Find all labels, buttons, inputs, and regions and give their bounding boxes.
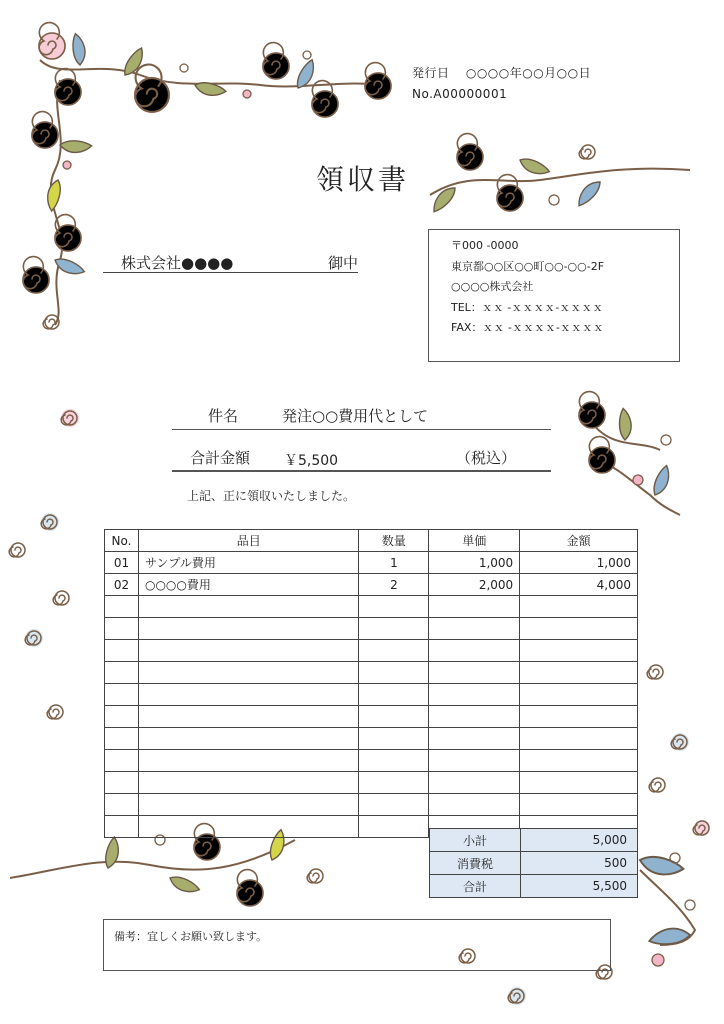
cell-no [105,750,139,772]
cell-unit-price [429,794,520,816]
cell-unit-price [429,640,520,662]
cell-no [105,684,139,706]
table-row [105,640,638,662]
cell-amount [520,640,638,662]
table-row [105,574,638,596]
consumption-tax-row [430,852,638,875]
recipient-name: 株式会社●●●● [121,254,234,272]
col-header-amount: 金額 [520,530,638,552]
cell-amount [520,706,638,728]
cell-item [138,618,358,640]
cell-no [105,640,139,662]
issue-date [412,64,591,81]
cell-unit-price [429,706,520,728]
cell-unit-price: 1,000 [429,552,520,574]
table-row [105,684,638,706]
cell-unit-price [429,750,520,772]
cell-unit-price: 2,000 [429,574,520,596]
grand-total-row [430,875,638,898]
cell-item [138,794,358,816]
table-row [105,552,638,574]
cell-no [105,794,139,816]
floral-vine-top-right [428,134,690,213]
cell-item [138,728,358,750]
consumption-tax-value: 500 [521,852,638,875]
cell-unit-price [429,618,520,640]
cell-amount [520,794,638,816]
table-row [105,618,638,640]
items-table [104,529,638,838]
cell-item [138,816,358,838]
cell-amount: 4,000 [520,574,638,596]
total-amount-label: 合計金額 [190,449,251,467]
issuer-fax: FAX：ｘｘ -ｘｘｘｘ-ｘｘｘｘ [451,321,604,334]
table-row [105,772,638,794]
cell-amount [520,772,638,794]
cell-amount [520,684,638,706]
col-header-no: No. [105,530,139,552]
cell-quantity [359,750,429,772]
cell-item [138,662,358,684]
cell-no [105,618,139,640]
cell-unit-price [429,772,520,794]
cell-no: 02 [105,574,139,596]
cell-item [138,772,358,794]
table-row [105,706,638,728]
table-row [105,662,638,684]
cell-unit-price [429,662,520,684]
subtotal-row [430,829,638,852]
table-row [105,794,638,816]
cell-item: ○○○○費用 [138,574,358,596]
cell-item [138,684,358,706]
cell-quantity: 2 [359,574,429,596]
totals-table [429,828,638,898]
cell-amount [520,618,638,640]
subject-value: 発注○○費用代として [282,407,429,425]
col-header-item: 品目 [138,530,358,552]
remarks-box [103,919,611,971]
cell-quantity [359,706,429,728]
issuer-company: ○○○○株式会社 [451,280,534,293]
subtotal-value: 5,000 [521,829,638,852]
cell-quantity [359,662,429,684]
issuer-info-box [428,229,680,362]
subject-row [172,402,551,430]
cell-no [105,816,139,838]
issuer-tel: TEL：ｘｘ -ｘｘｘｘ-ｘｘｘｘ [451,300,604,314]
cell-quantity [359,728,429,750]
issuer-address: 東京都○○区○○町○○-○○-2F [451,259,605,273]
cell-quantity [359,596,429,618]
cell-amount [520,750,638,772]
tax-included-note: （税込） [456,449,517,467]
document-title: 領収書 [316,163,410,196]
total-amount-value: ￥5,500 [284,453,339,469]
cell-amount [520,728,638,750]
cell-unit-price [429,684,520,706]
grand-total-label: 合計 [430,875,521,898]
table-row [105,596,638,618]
issue-date-value: ○○○○年○○月○○日 [465,66,592,80]
cell-no: 01 [105,552,139,574]
total-amount-row [172,443,551,472]
document-number: No.A00000001 [412,87,508,101]
cell-amount [520,662,638,684]
recipient [103,252,358,273]
floral-vine-bottom-right [638,847,695,966]
cell-item [138,640,358,662]
issuer-postal: 〒000 -0000 [451,239,519,252]
cell-item [138,596,358,618]
cell-item [138,750,358,772]
remarks-text: 備考：宜しくお願い致します。 [114,930,268,943]
col-header-unit-price: 単価 [429,530,520,552]
cell-quantity [359,618,429,640]
cell-item [138,706,358,728]
cell-no [105,662,139,684]
recipient-suffix: 御中 [327,254,358,272]
cell-quantity: 1 [359,552,429,574]
cell-no [105,728,139,750]
subtotal-label: 小計 [430,829,521,852]
cell-quantity [359,684,429,706]
cell-item: サンプル費用 [138,552,358,574]
cell-amount [520,596,638,618]
floral-vine-right [579,392,680,515]
receipt-statement: 上記、正に領収いたしました。 [187,489,356,503]
table-row [105,728,638,750]
cell-quantity [359,794,429,816]
cell-amount: 1,000 [520,552,638,574]
table-row [105,750,638,772]
cell-quantity [359,772,429,794]
cell-quantity [359,640,429,662]
issue-date-label: 発行日 [412,66,450,80]
col-header-quantity: 数量 [359,530,429,552]
consumption-tax-label: 消費税 [430,852,521,875]
cell-unit-price [429,728,520,750]
cell-no [105,596,139,618]
cell-unit-price [429,596,520,618]
grand-total-value: 5,500 [521,875,638,898]
cell-no [105,706,139,728]
subject-label: 件名 [208,407,239,425]
items-table-header [105,530,638,552]
cell-quantity [359,816,429,838]
cell-no [105,772,139,794]
